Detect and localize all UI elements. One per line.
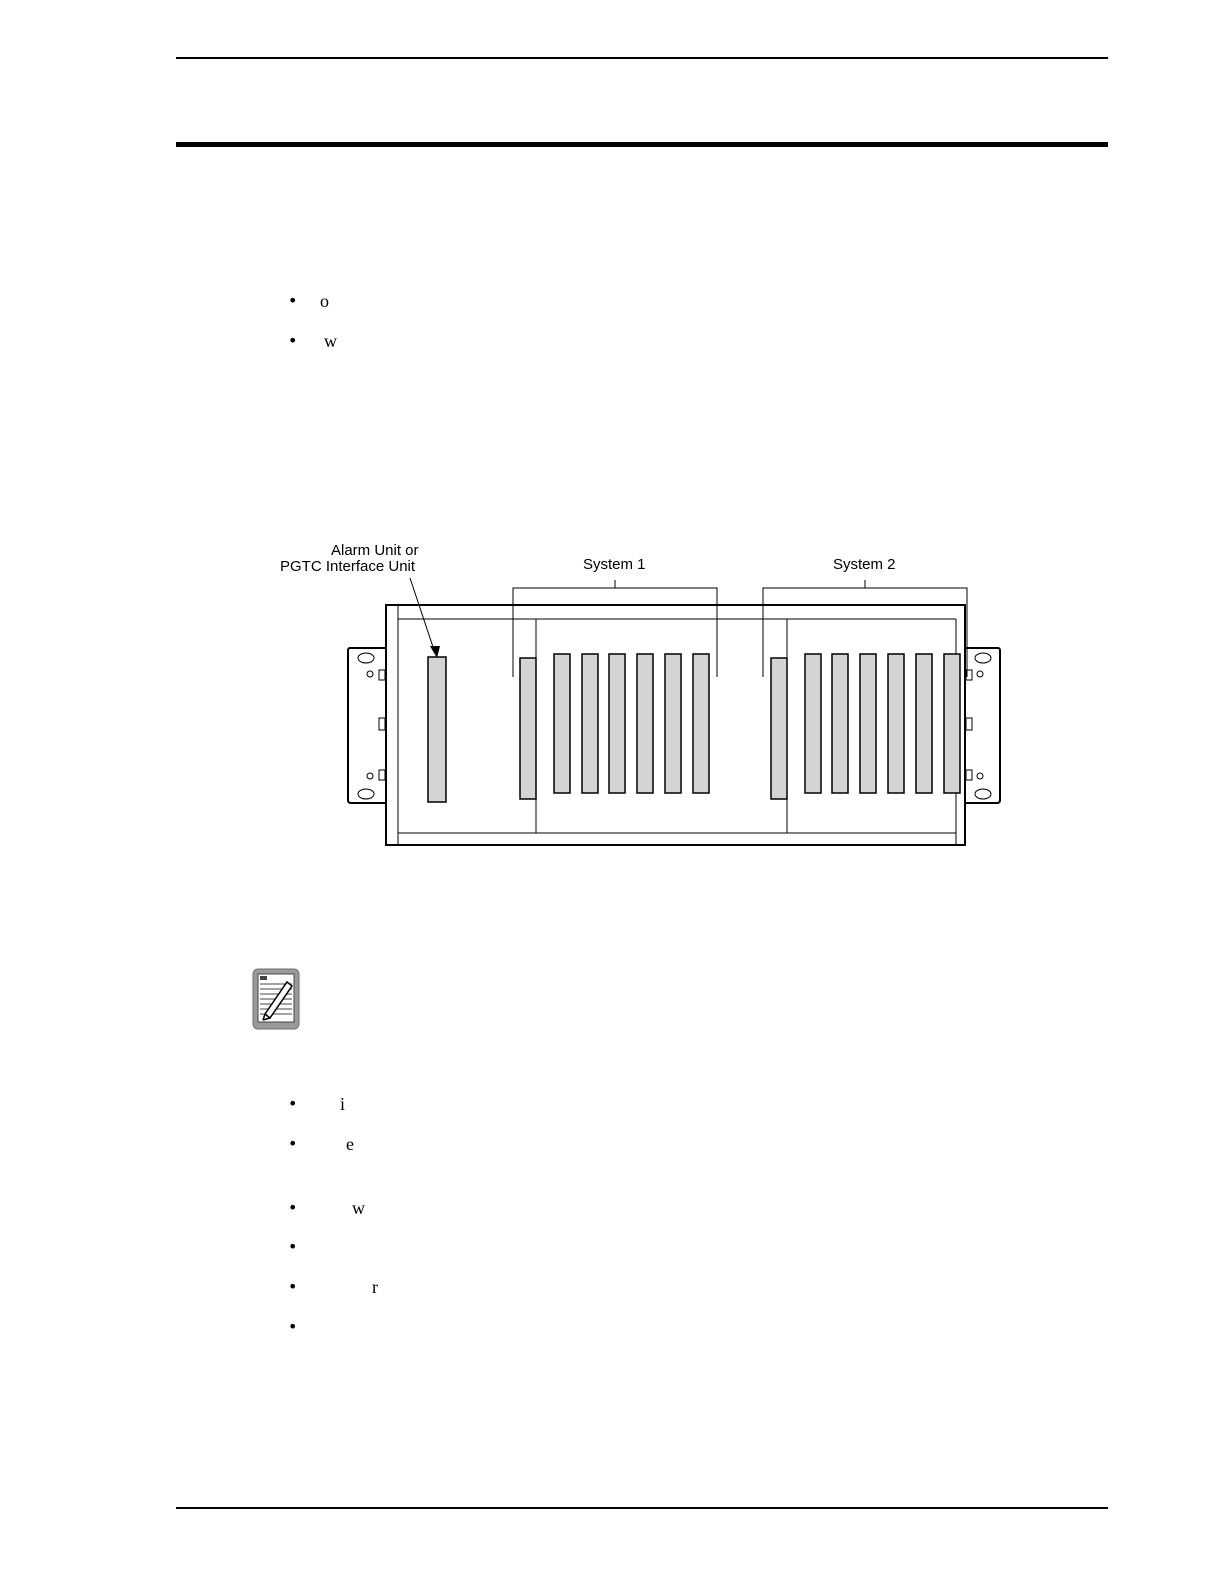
list-item-text: o [320, 291, 329, 311]
system-1-label: System 1 [583, 556, 646, 573]
shelf-diagram [270, 530, 1030, 860]
list-item-text: w [324, 331, 337, 351]
pencil-note-icon [252, 968, 300, 1030]
bullet-dot: • [288, 1277, 298, 1296]
bullet-dot: • [288, 1237, 298, 1256]
bullet-dot: • [288, 291, 298, 310]
system-2-label: System 2 [833, 556, 896, 573]
list-item-text: r [372, 1277, 378, 1297]
alarm-unit-card [428, 657, 446, 802]
header-rule-top [176, 57, 1108, 59]
header-rule-thick [176, 142, 1108, 147]
list-item-text: e [346, 1134, 354, 1154]
alarm-unit-label-line2: PGTC Interface Unit [280, 558, 416, 575]
bullet-dot: • [288, 1134, 298, 1153]
shelf-drawing [270, 530, 1030, 860]
footer-rule [176, 1507, 1108, 1509]
list-item-text: i [340, 1094, 346, 1114]
list-item-text: w [352, 1198, 365, 1218]
alarm-unit-label-line1: Alarm Unit or [331, 542, 419, 559]
bullet-dot: • [288, 1198, 298, 1217]
bullet-dot: • [288, 331, 298, 350]
bullet-dot: • [288, 1317, 298, 1336]
bullet-dot: • [288, 1094, 298, 1113]
